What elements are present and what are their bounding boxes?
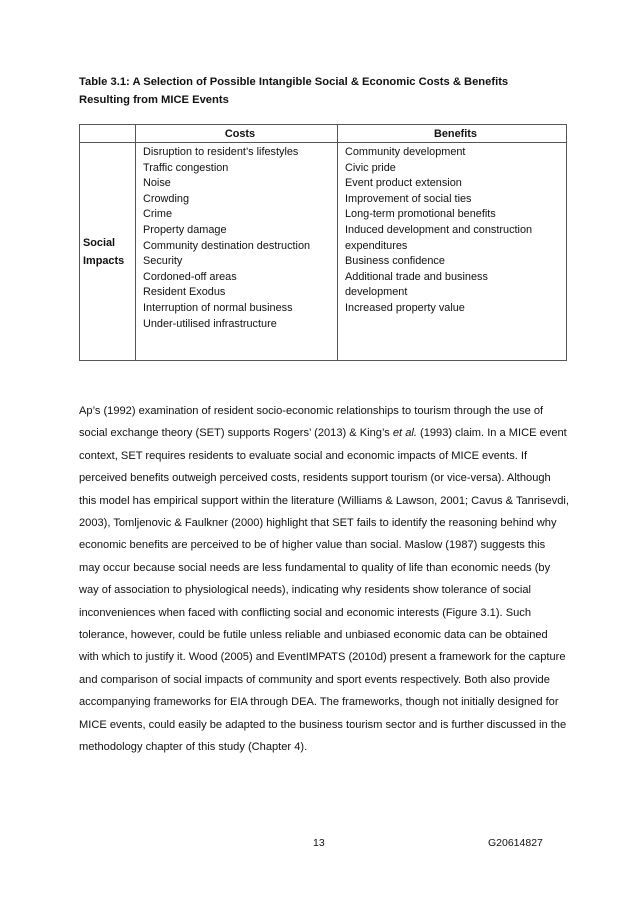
table-corner-cell	[80, 125, 136, 143]
cost-item: Property damage	[143, 223, 227, 236]
cost-item: Crime	[143, 208, 173, 221]
cost-item: Cordoned-off areas	[143, 270, 237, 283]
page-number: 13	[313, 837, 325, 849]
row-heading-line-1: Social	[83, 236, 116, 249]
costs-list	[143, 145, 337, 332]
benefit-item: development	[345, 286, 408, 299]
benefit-item: Civic pride	[345, 161, 396, 174]
body-paragraph	[79, 400, 569, 759]
row-heading	[80, 143, 136, 361]
table-caption-line-2: Resulting from MICE Events	[79, 94, 229, 106]
benefit-item: expenditures	[345, 239, 408, 252]
benefit-item: Business confidence	[345, 255, 445, 268]
table-caption-line-1: Table 3.1: A Selection of Possible Intangible Social & Economic Costs & Benefits	[79, 76, 509, 88]
student-id: G20614827	[488, 837, 543, 849]
cost-item: Security	[143, 255, 183, 268]
table-caption	[79, 73, 559, 109]
benefits-list	[345, 145, 566, 317]
table-header-row	[80, 125, 567, 143]
benefits-header: Benefits	[338, 125, 567, 143]
benefit-item: Increased property value	[345, 301, 465, 314]
impacts-table	[79, 124, 567, 361]
cost-item: Crowding	[143, 192, 190, 205]
row-heading-line-2: Impacts	[83, 254, 125, 267]
social-impacts-row	[80, 143, 567, 361]
benefit-item: Community development	[345, 146, 466, 158]
benefit-item: Induced development and construction	[345, 223, 533, 236]
cost-item: Resident Exodus	[143, 286, 226, 299]
benefit-item: Additional trade and business	[345, 270, 488, 283]
et-al-text: et al.	[392, 427, 417, 440]
cost-item: Under-utilised infrastructure	[143, 317, 277, 330]
costs-header: Costs	[136, 125, 338, 143]
cost-item: Traffic congestion	[143, 161, 229, 174]
cost-item: Interruption of normal business	[143, 301, 293, 314]
benefits-cell	[338, 143, 567, 361]
cost-item: Disruption to resident’s lifestyles	[143, 146, 299, 158]
benefit-item: Long-term promotional benefits	[345, 208, 496, 221]
cost-item: Community destination destruction	[143, 239, 311, 252]
benefit-item: Improvement of social ties	[345, 192, 472, 205]
paragraph-part-2: (1993) claim. In a MICE event context, SET requires residents to evaluate social and economic impacts of MICE events. If perceived benefits outweigh perceived costs, residents support tourism (or vice-versa). Although this model has empirical support within the literature (Williams & Lawson, 2001; Cavus & Tanrisevdi, 2003), Tomljenovic & Faulkner (2000) highlight that SET fails to identify the reasoning behind why economic benefits are perceived to be of higher value than social. Maslow (1987) suggests this may occur because social needs are less fundamental to quality of life than economic needs (by way of association to physiological needs), indicating why residents show tolerance of social inconveniences when faced with conflicting social and economic interests (Figure 3.1). Such tolerance, however, could be futile unless reliable and unbiased economic data can be obtained with which to justify it. Wood (2005) and EventIMPATS (2010d) present a framework for the capture and comparison of social impacts of community and sport events respectively. Both also provide accompanying frameworks for EIA through DEA. The frameworks, though not initially designed for MICE events, could easily be adapted to the business tourism sector and is further discussed in the methodology chapter of this study (Chapter 4).	[79, 427, 569, 754]
cost-item: Noise	[143, 177, 171, 190]
paragraph-part-1: Ap’s (1992) examination of resident socio-economic relationships to tourism through the use of social exchange theory (SET) supports Rogers’ (2013) & King’s	[79, 405, 544, 440]
benefit-item: Event product extension	[345, 177, 462, 190]
costs-cell	[136, 143, 338, 361]
